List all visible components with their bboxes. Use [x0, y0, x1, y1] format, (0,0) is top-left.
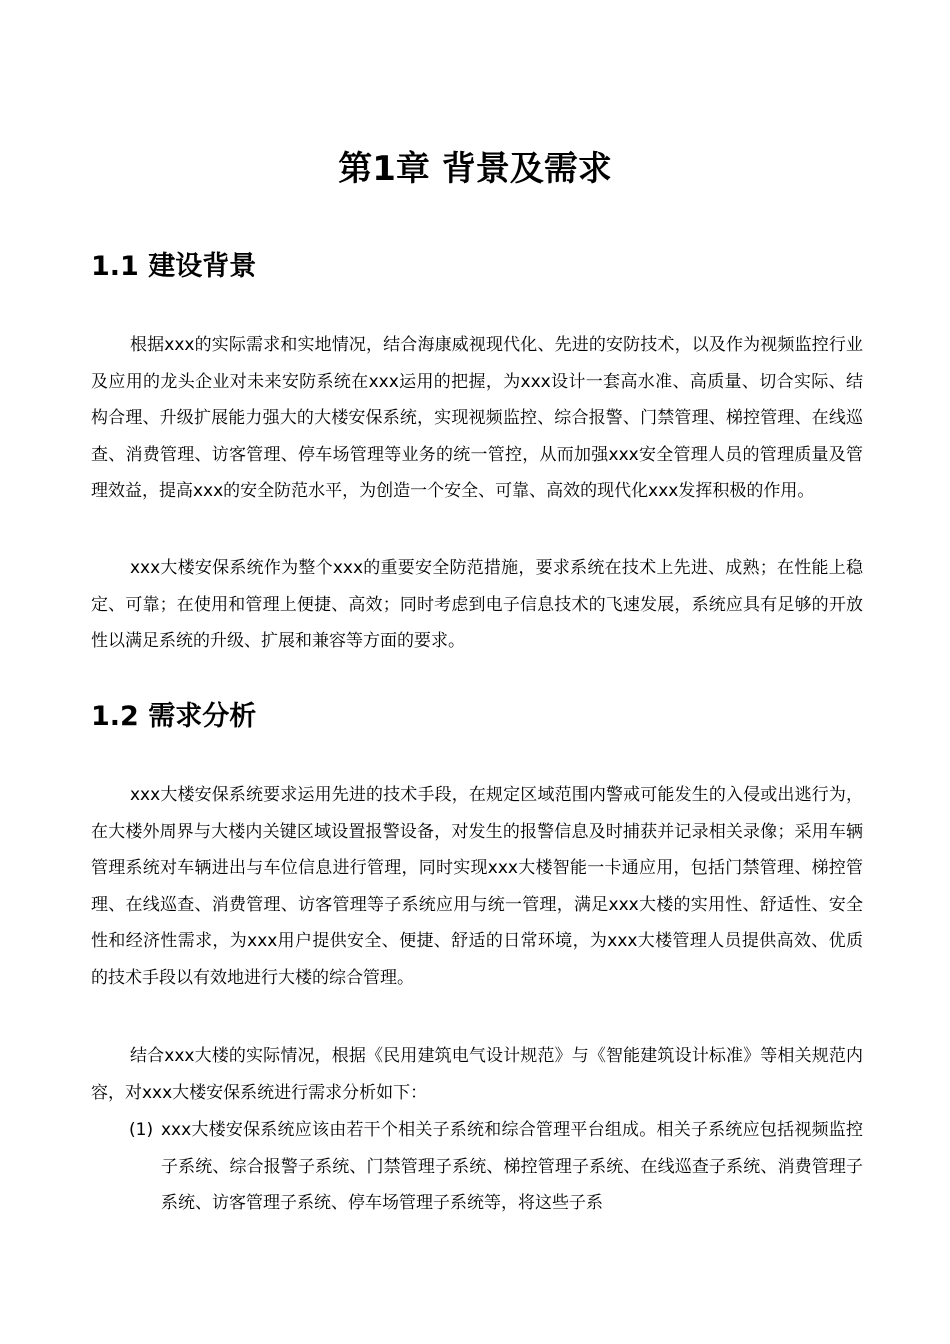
- section-heading-1-2: 1.2 需求分析: [91, 701, 257, 732]
- paragraph-background-1: 根据xxx的实际需求和实地情况，结合海康威视现代化、先进的安防技术，以及作为视频监控行业及应用的龙头企业对未来安防系统在xxx运用的把握，为xxx设计一套高水准、高质量、切合实际、结构合理、升级扩展能力强大的大楼安保系统，实现视频监控、综合报警、门禁管理、梯控管理、在线巡查、消费管理、访客管理、停车场管理等业务的统一管控，从而加强xxx安全管理人员的管理质量及管理效益，提高xxx的安全防范水平，为创造一个安全、可靠、高效的现代化xxx发挥积极的作用。: [91, 335, 863, 501]
- paragraph-requirements-2: 结合xxx大楼的实际情况，根据《民用建筑电气设计规范》与《智能建筑设计标准》等相关规范内容，对xxx大楼安保系统进行需求分析如下：: [91, 1046, 863, 1103]
- paragraph-background-2: xxx大楼安保系统作为整个xxx的重要安全防范措施，要求系统在技术上先进、成熟；在性能上稳定、可靠；在使用和管理上便捷、高效；同时考虑到电子信息技术的飞速发展，系统应具有足够的开放性以满足系统的升级、扩展和兼容等方面的要求。: [91, 558, 863, 651]
- list-item-text: xxx大楼安保系统应该由若干个相关子系统和综合管理平台组成。相关子系统应包括视频监控子系统、综合报警子系统、门禁管理子系统、梯控管理子系统、在线巡查子系统、消费管理子系统、访客管理子系统、停车场管理子系统等，将这些子系: [161, 1120, 863, 1213]
- list-item: [91, 1112, 863, 1222]
- chapter-title: 第1章 背景及需求: [338, 149, 612, 189]
- paragraph-requirements-1: xxx大楼安保系统要求运用先进的技术手段，在规定区域范围内警戒可能发生的入侵或出逃行为，在大楼外周界与大楼内关键区域设置报警设备，对发生的报警信息及时捕获并记录相关录像；采用车辆管理系统对车辆进出与车位信息进行管理，同时实现xxx大楼智能一卡通应用，包括门禁管理、梯控管理、在线巡查、消费管理、访客管理等子系统应用与统一管理，满足xxx大楼的实用性、舒适性、安全性和经济性需求，为xxx用户提供安全、便捷、舒适的日常环境，为xxx大楼管理人员提供高效、优质的技术手段以有效地进行大楼的综合管理。: [91, 785, 863, 988]
- section-heading-1-1: 1.1 建设背景: [91, 251, 257, 282]
- list-item-number: (1): [129, 1120, 154, 1140]
